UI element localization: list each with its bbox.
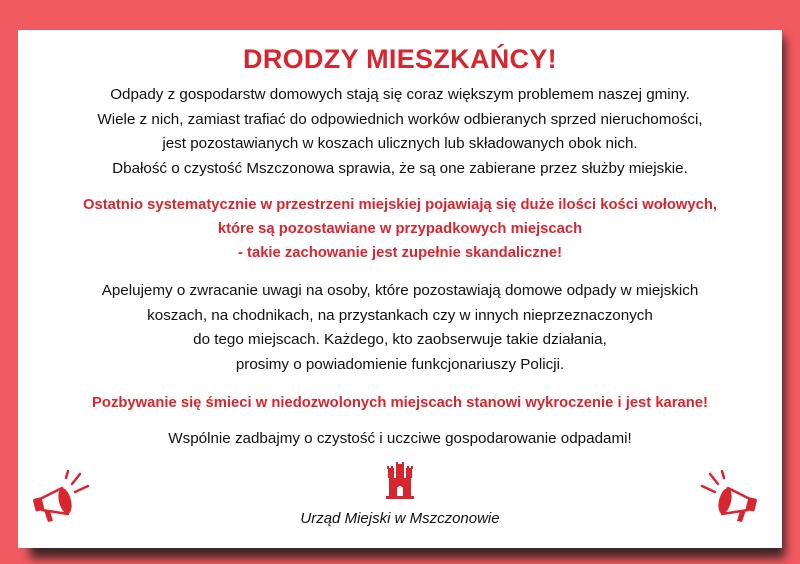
- text-line: Odpady z gospodarstw domowych stają się coraz większym problemem naszej gminy.: [110, 86, 690, 103]
- castle-crest-icon: [386, 462, 414, 500]
- text-line: które są pozostawiane w przypadkowych miejscach: [217, 221, 583, 237]
- text-line: do tego miejscach. Każdego, kto zaobserwuje takie działania,: [193, 331, 607, 348]
- notice-card: [18, 30, 782, 548]
- text-line: Apelujemy o zwracanie uwagi na osoby, które pozostawiają domowe odpady w miejskich: [101, 282, 699, 299]
- text-line: Wiele z nich, zamiast trafiać do odpowiednich worków odbieranych sprzed nieruchomości,: [97, 110, 703, 128]
- text-line: Dbałość o czystość Mszczonowa sprawia, że są one zabierane przez służby miejskie.: [112, 159, 688, 177]
- highlight-warning: [18, 193, 782, 265]
- highlight-penalty: [18, 391, 782, 415]
- text-line: koszach, na chodnikach, na przystankach czy w innych nieprzeznaczonych: [147, 306, 653, 324]
- text-line: Wspólnie zadbajmy o czystość i uczciwe gospodarowanie odpadami!: [168, 430, 632, 447]
- text-line: Pozbywanie się śmieci w niedozwolonych miejscach stanowi wykroczenie i jest karane!: [92, 395, 708, 411]
- paragraph-appeal: [18, 279, 782, 377]
- paragraph-closing: [18, 427, 782, 452]
- text-line: jest pozostawianych w koszach ulicznych lub składowanych obok nich.: [162, 135, 638, 152]
- text-line: prosimy o powiadomienie funkcjonariuszy Policji.: [235, 355, 565, 373]
- paragraph-intro: [18, 83, 782, 181]
- notice-title: DRODZY MIESZKAŃCY!: [243, 44, 557, 74]
- text-line: Ostatnio systematycznie w przestrzeni miejskiej pojawiają się duże ilości kości wołowych,: [82, 197, 718, 213]
- text-line: - takie zachowanie jest zupełnie skandaliczne!: [238, 245, 562, 261]
- signature: Urząd Miejski w Mszczonowie: [300, 510, 500, 527]
